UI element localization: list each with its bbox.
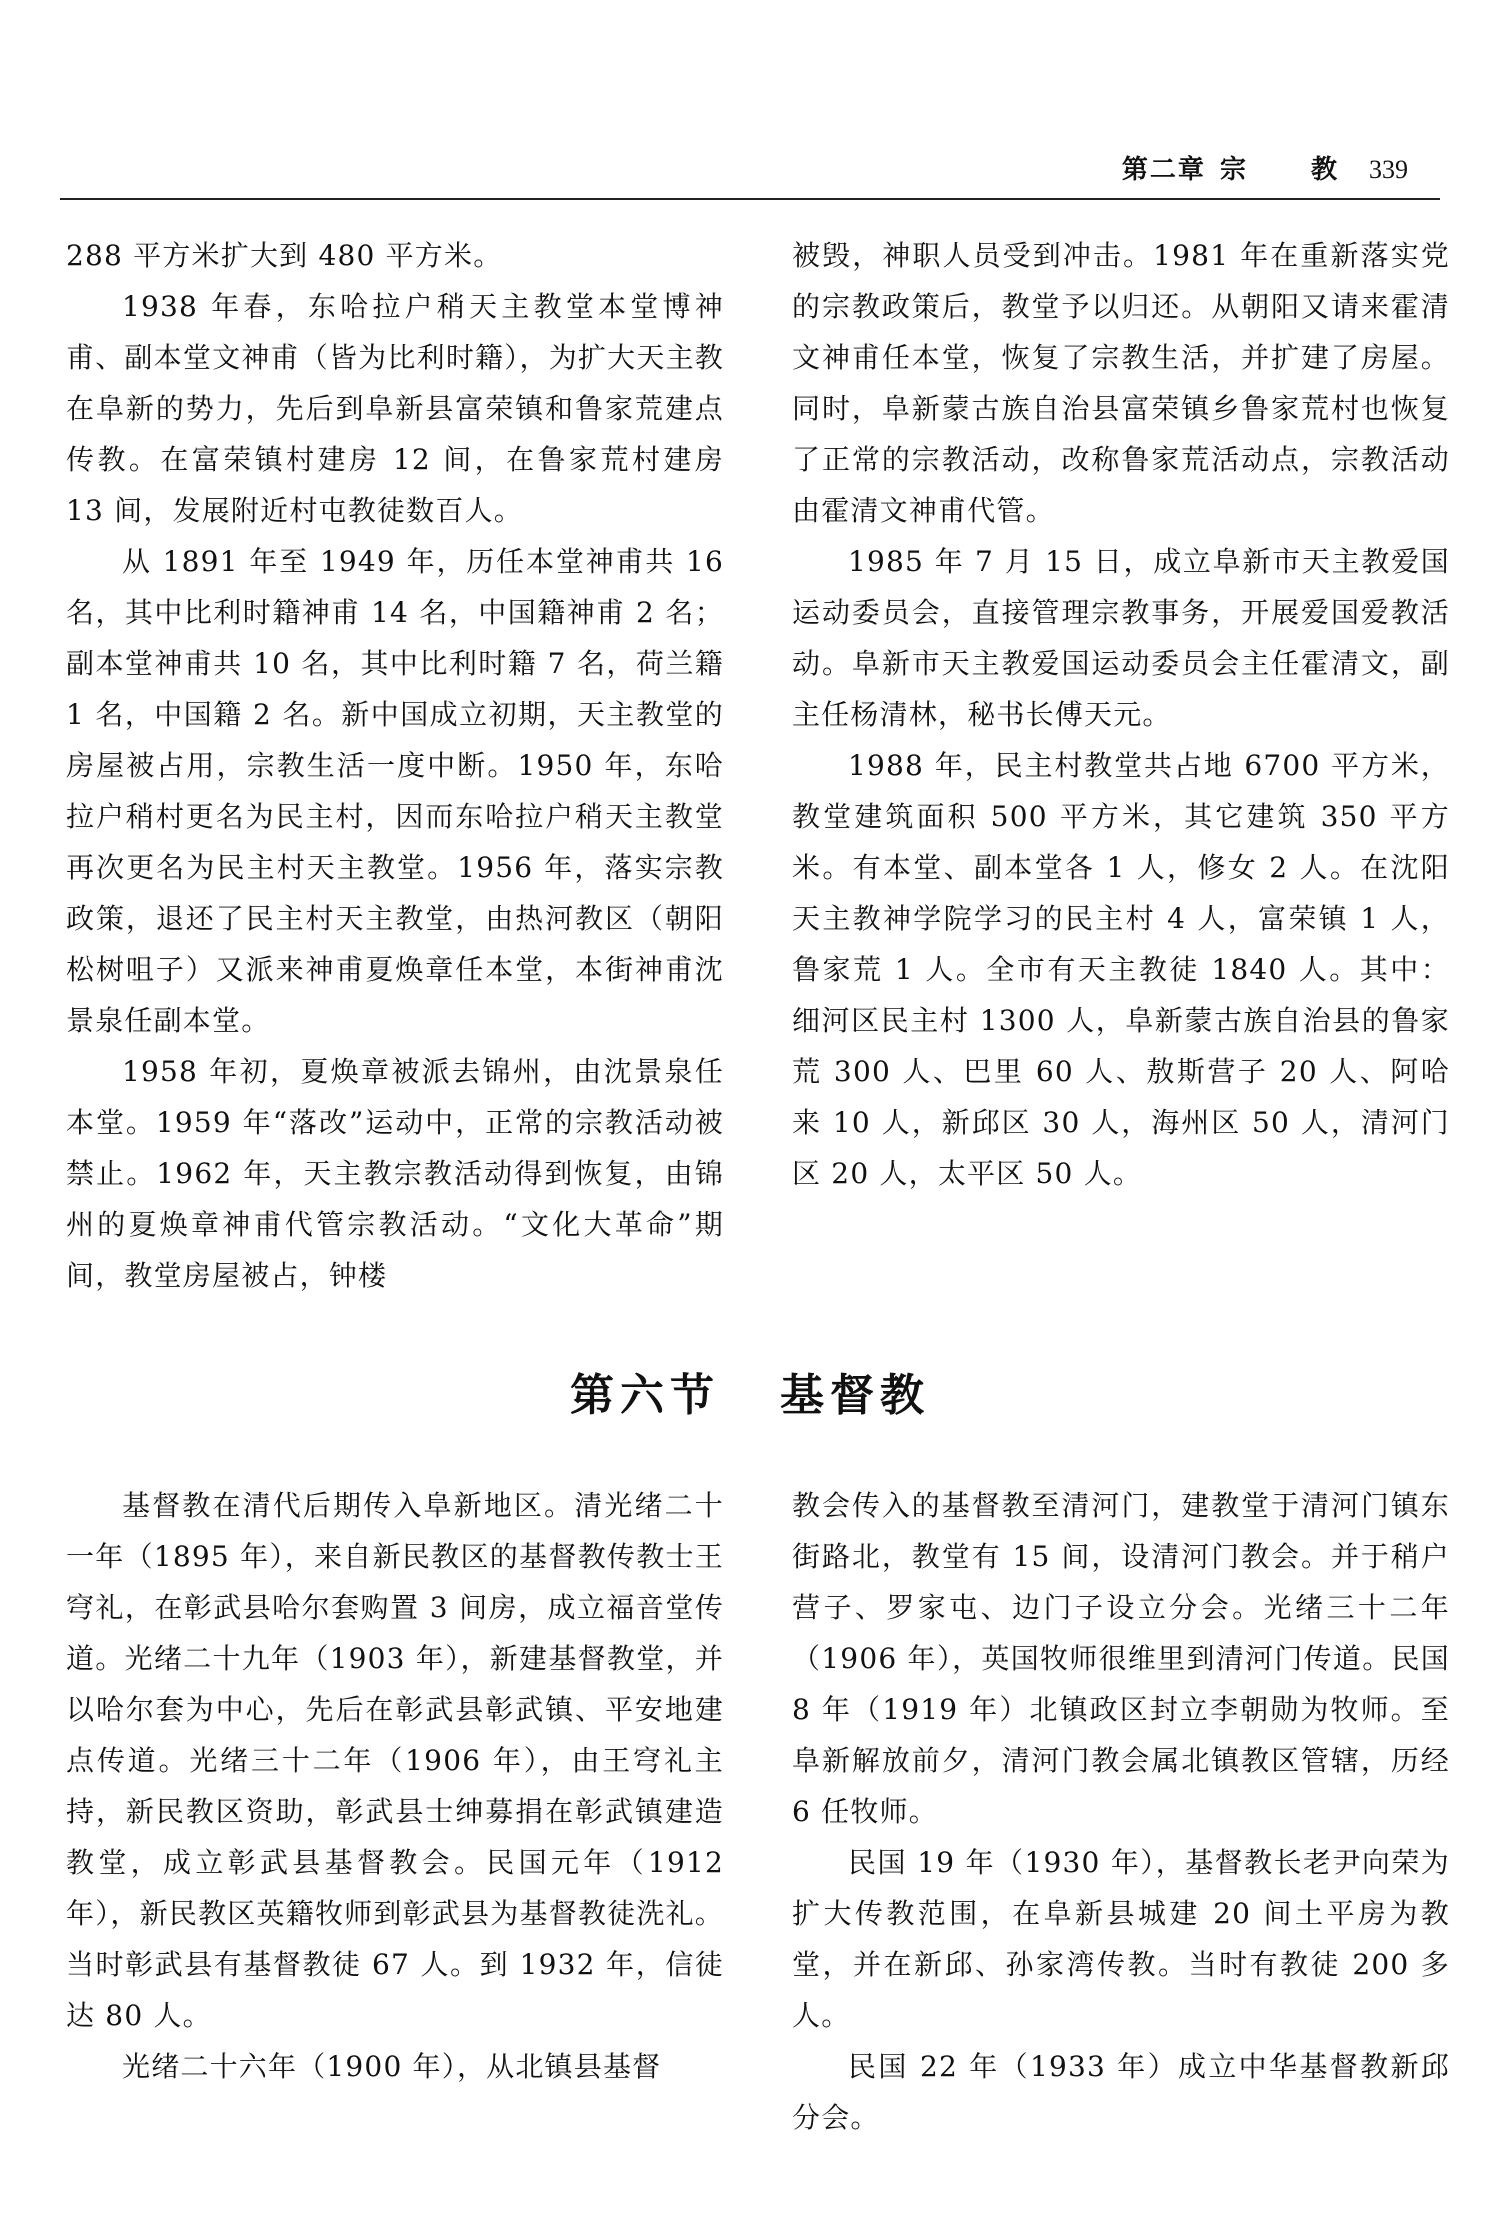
paragraph: 1938 年春，东哈拉户稍天主教堂本堂博神甫、副本堂文神甫（皆为比利时籍），为扩大天主教在阜新的势力，先后到阜新县富荣镇和鲁家荒建点传教。在富荣镇村建房 12 间，在鲁家荒村建房 13 间，发展附近村屯教徒数百人。 <box>66 290 724 527</box>
paragraph: 从 1891 年至 1949 年，历任本堂神甫共 16 名，其中比利时籍神甫 14 名，中国籍神甫 2 名；副本堂神甫共 10 名，其中比利时籍 7 名，荷兰籍 1 名，中国籍 2 名。新中国成立初期，天主教堂的房屋被占用，宗教生活一度中断。1950 年，东哈拉户稍村更名为民主村，因而东哈拉户稍天主教堂再次更名为民主村天主教堂。1956 年，落实宗教政策，退还了民主村天主教堂，由热河教区（朝阳松树咀子）又派来神甫夏焕章任本堂，本街神甫沈景泉任副本堂。 <box>66 545 724 1037</box>
paragraph: 1958 年初，夏焕章被派去锦州，由沈景泉任本堂。1959 年“落改”运动中，正常的宗教活动被禁止。1962 年，天主教宗教活动得到恢复，由锦州的夏焕章神甫代管宗教活动。“文化大革命”期间，教堂房屋被占，钟楼 <box>66 1055 724 1292</box>
paragraph: 教会传入的基督教至清河门，建教堂于清河门镇东街路北，教堂有 15 间，设清河门教会。并于稍户营子、罗家屯、边门子设立分会。光绪三十二年（1906 年），英国牧师很维里到清河门传道。民国 8 年（1919 年）北镇政区封立李朝勋为牧师。至阜新解放前夕，清河门教会属北镇教区管辖，历经 6 任牧师。 <box>792 1489 1450 1828</box>
chapter-label: 第二章 <box>1121 155 1206 185</box>
paragraph: 基督教在清代后期传入阜新地区。清光绪二十一年（1895 年），来自新民教区的基督教传教士王穹礼，在彰武县哈尔套购置 3 间房，成立福音堂传道。光绪二十九年（1903 年），新建基督教堂，并以哈尔套为中心，先后在彰武县彰武镇、平安地建点传道。光绪三十二年（1906 年），由王穹礼主持，新民教区资助，彰武县士绅募捐在彰武镇建造教堂，成立彰武县基督教会。民国元年（1912 年），新民教区英籍牧师到彰武县为基督教徒洗礼。当时彰武县有基督教徒 67 人。到 1932 年，信徒达 80 人。 <box>66 1489 724 2032</box>
paragraph: 1988 年，民主村教堂共占地 6700 平方米，教堂建筑面积 500 平方米，其它建筑 350 平方米。有本堂、副本堂各 1 人，修女 2 人。在沈阳天主教神学院学习的民主村 4 人，富荣镇 1 人，鲁家荒 1 人。全市有天主教徒 1840 人。其中：细河区民主村 1300 人，阜新蒙古族自治县的鲁家荒 300 人、巴里 60 人、敖斯营子 20 人、阿哈来 10 人，新邱区 30 人，海州区 50 人，清河门区 20 人，太平区 50 人。 <box>792 749 1450 1190</box>
bottom-left-column <box>66 1480 724 2092</box>
bottom-right-column <box>792 1480 1450 2143</box>
chapter-topic: 宗 教 <box>1219 155 1365 185</box>
page-number: 339 <box>1369 155 1408 184</box>
section-title: 基督教 <box>780 1370 930 1421</box>
running-header <box>1122 153 1408 187</box>
paragraph: 民国 22 年（1933 年）成立中华基督教新邱分会。 <box>792 2050 1450 2134</box>
paragraph: 288 平方米扩大到 480 平方米。 <box>66 239 503 272</box>
header-rule <box>60 198 1440 200</box>
paragraph: 1985 年 7 月 15 日，成立阜新市天主教爱国运动委员会，直接管理宗教事务，开展爱国爱教活动。阜新市天主教爱国运动委员会主任霍清文，副主任杨清林，秘书长傅天元。 <box>792 545 1450 731</box>
top-right-column <box>792 230 1450 1199</box>
top-left-column <box>66 230 724 1301</box>
paragraph: 民国 19 年（1930 年），基督教长老尹向荣为扩大传教范围，在阜新县城建 20 间土平房为教堂，并在新邱、孙家湾传教。当时有教徒 200 多人。 <box>792 1846 1450 2032</box>
paragraph: 被毁，神职人员受到冲击。1981 年在重新落实党的宗教政策后，教堂予以归还。从朝阳又请来霍清文神甫任本堂，恢复了宗教生活，并扩建了房屋。同时，阜新蒙古族自治县富荣镇乡鲁家荒村也恢复了正常的宗教活动，改称鲁家荒活动点，宗教活动由霍清文神甫代管。 <box>792 239 1450 527</box>
paragraph: 光绪二十六年（1900 年），从北镇县基督 <box>122 2050 662 2083</box>
section-heading <box>0 1368 1500 1424</box>
section-number: 第六节 <box>570 1370 720 1421</box>
